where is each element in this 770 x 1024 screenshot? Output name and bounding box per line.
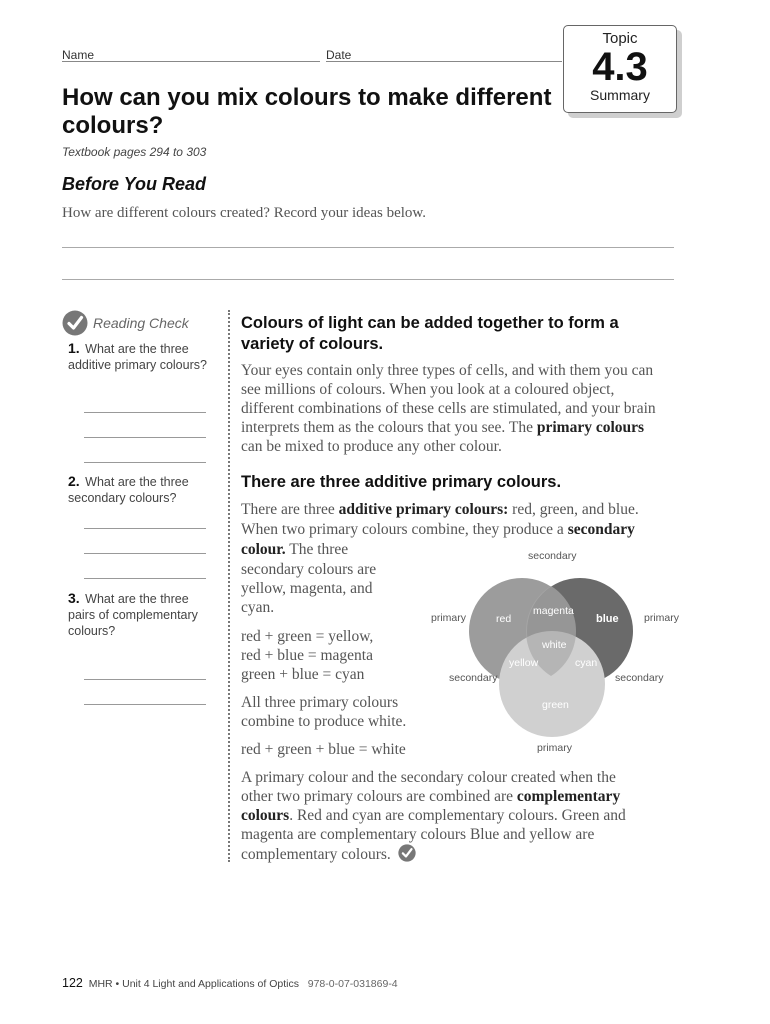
before-you-read-prompt: How are different colours created? Record your ideas below. <box>62 205 427 221</box>
topic-badge <box>563 25 677 113</box>
label-secondary-right: secondary <box>615 672 664 684</box>
date-label: Date <box>326 48 352 62</box>
checkmark-icon <box>62 310 88 336</box>
venn-diagram <box>418 548 688 763</box>
topic-type: Summary <box>590 87 650 103</box>
label-primary-right: primary <box>644 612 680 624</box>
answer-line[interactable] <box>84 679 206 680</box>
question-number: 3. <box>68 590 80 606</box>
body-line: combine to produce white. <box>241 713 407 730</box>
answer-line[interactable] <box>84 553 206 554</box>
term-complementary: complementary <box>516 788 621 805</box>
reading-check-question-3 <box>68 590 198 639</box>
question-number: 1. <box>68 340 80 356</box>
body-line <box>241 844 416 864</box>
equation-line: red + blue = magenta <box>241 647 373 664</box>
label-yellow: yellow <box>509 657 539 669</box>
name-line[interactable] <box>62 61 320 62</box>
label-blue: blue <box>596 613 619 625</box>
label-primary-bottom: primary <box>537 742 573 754</box>
date-line[interactable] <box>326 61 562 62</box>
equation-line: red + green = yellow, <box>241 628 374 645</box>
body-line <box>241 806 626 825</box>
label-secondary-left: secondary <box>449 672 498 684</box>
body-text: When two primary colours combine, they produce a <box>241 521 568 538</box>
body-line <box>241 787 620 806</box>
answer-line[interactable] <box>84 437 206 438</box>
body-line <box>241 500 639 519</box>
body-line <box>241 540 348 559</box>
section-heading-light: Colours of light can be added together to form a variety of colours. <box>241 314 619 353</box>
equation-line: red + green + blue = white <box>241 741 406 758</box>
reading-check-title: Reading Check <box>93 315 189 331</box>
answer-line[interactable] <box>84 704 206 705</box>
answer-line[interactable] <box>84 412 206 413</box>
question-text: What are the three secondary colours? <box>68 475 189 505</box>
term-additive-primary: additive primary colours: <box>338 501 509 518</box>
answer-line[interactable] <box>84 528 206 529</box>
column-divider <box>228 310 230 862</box>
body-line: All three primary colours <box>241 694 399 711</box>
topic-number: 4.3 <box>592 45 648 89</box>
reading-check-question-1 <box>68 340 213 373</box>
question-number: 2. <box>68 473 80 489</box>
body-line: yellow, magenta, and <box>241 580 373 597</box>
body-line <box>241 520 635 539</box>
reading-check-question-2 <box>68 473 213 506</box>
section-heading-additive: There are three additive primary colours. <box>241 473 562 491</box>
answer-line[interactable] <box>84 578 206 579</box>
textbook-pages: Textbook pages 294 to 303 <box>62 145 207 159</box>
body-line: A primary colour and the secondary colour created when the <box>241 769 616 786</box>
body-text: can be mixed to produce any other colour. <box>241 438 502 455</box>
section-body-light <box>241 361 666 456</box>
body-text: complementary colours. <box>241 846 391 863</box>
topic-label: Topic <box>602 30 638 47</box>
answer-line[interactable] <box>84 462 206 463</box>
body-line: magenta are complementary colours Blue and yellow are <box>241 826 595 843</box>
body-text: There are three <box>241 501 339 518</box>
label-white: white <box>542 639 567 651</box>
body-text: The three <box>285 541 349 558</box>
page-title: How can you mix colours to make different colours? <box>62 84 552 139</box>
label-primary-left: primary <box>431 612 467 624</box>
label-red: red <box>496 613 512 625</box>
body-text: red, green, and blue. <box>508 501 639 518</box>
body-line: secondary colours are <box>241 561 377 578</box>
name-label: Name <box>62 48 95 62</box>
body-text: Your eyes contain only three types of cells, and with them you can see millions of colours. When you look at a coloured object, different combinations of these cells are stimulated, and your brain interprets them as the colours that you see. The <box>241 362 656 436</box>
answer-line[interactable] <box>62 247 674 248</box>
term-primary-colours: primary colours <box>536 419 645 436</box>
body-text: other two primary colours are combined are <box>241 788 517 805</box>
label-secondary-top: secondary <box>528 550 577 562</box>
footer-text: MHR • Unit 4 Light and Applications of Optics <box>88 978 299 990</box>
question-text: What are the three additive primary colours? <box>68 342 207 372</box>
body-text: . Red and cyan are complementary colours. Green and <box>289 807 626 824</box>
page-number: 122 <box>62 976 83 990</box>
term-secondary: secondary <box>567 521 635 538</box>
answer-line[interactable] <box>62 279 674 280</box>
term-colour: colour. <box>241 541 286 558</box>
page-footer <box>62 976 398 990</box>
footer-isbn: 978-0-07-031869-4 <box>307 978 398 990</box>
before-you-read-heading: Before You Read <box>62 174 207 194</box>
label-green: green <box>542 699 569 711</box>
checkmark-icon <box>398 844 416 862</box>
label-magenta: magenta <box>533 605 574 617</box>
term-colours: colours <box>241 807 290 824</box>
body-line: cyan. <box>241 599 275 616</box>
label-cyan: cyan <box>575 657 598 669</box>
equation-line: green + blue = cyan <box>241 666 365 683</box>
question-text: What are the three pairs of complementary colours? <box>68 592 198 638</box>
